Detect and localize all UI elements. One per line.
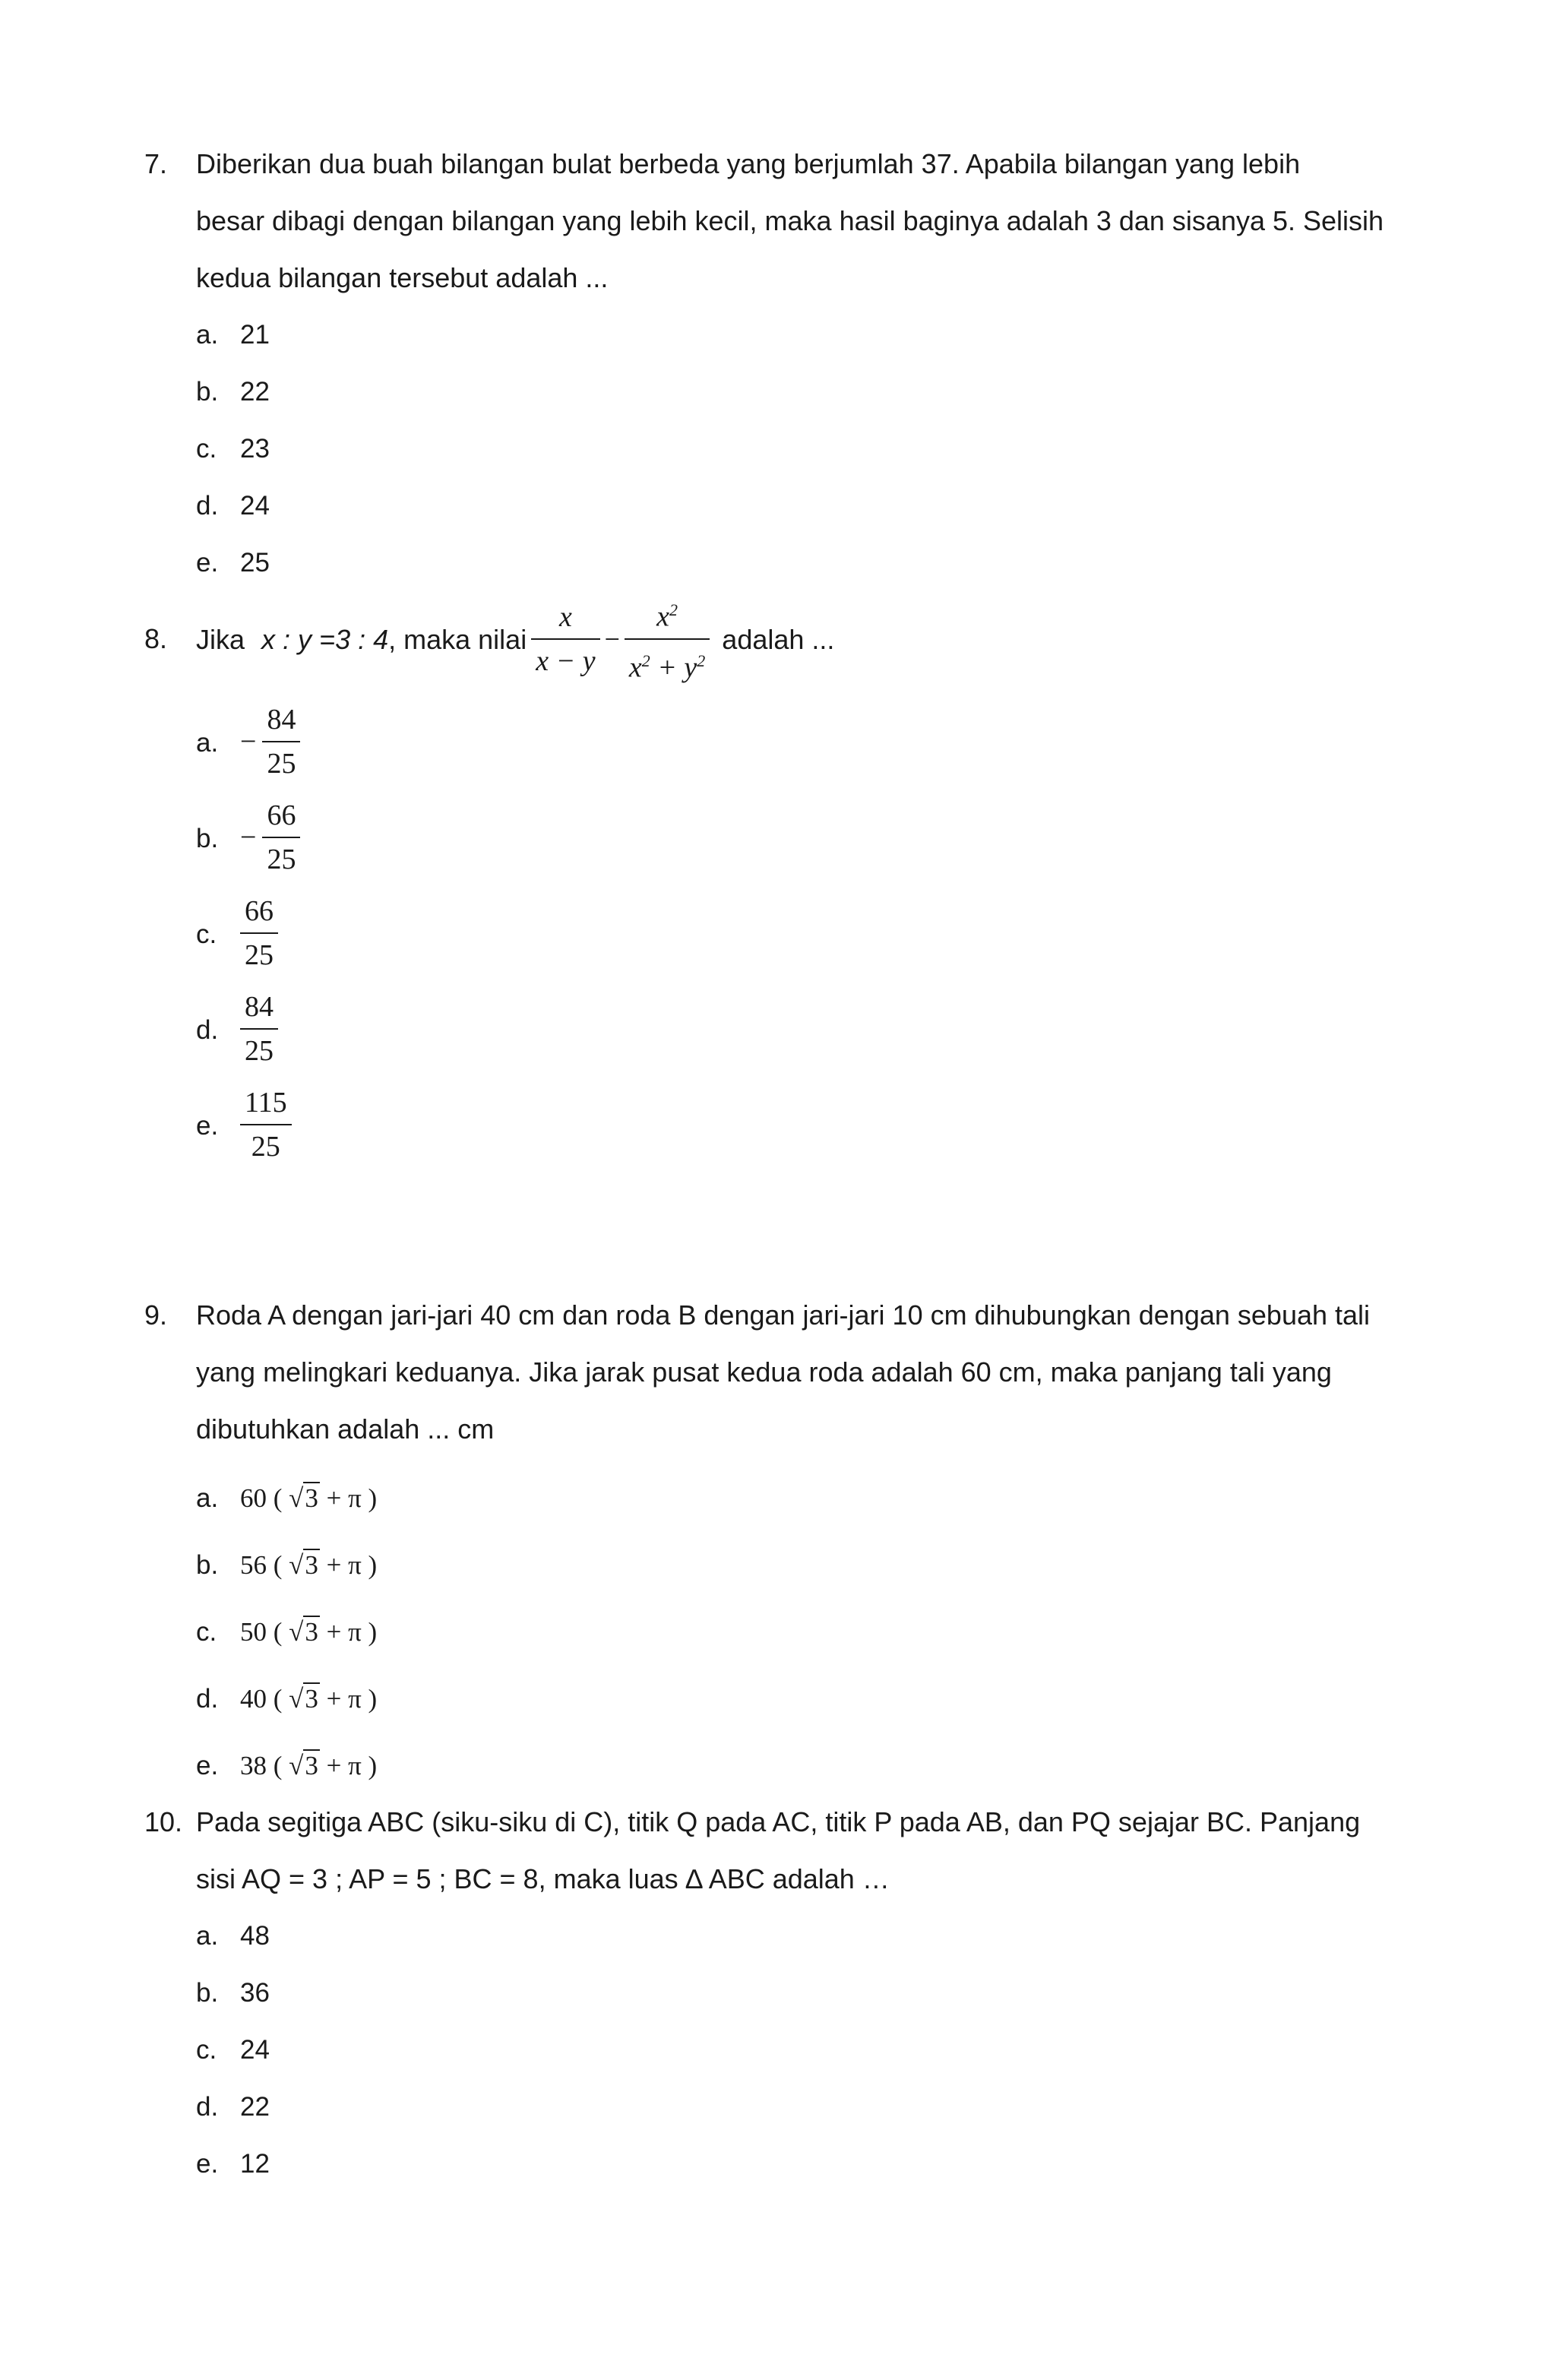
option-letter: e. xyxy=(196,1751,219,1780)
option-value: 23 xyxy=(240,434,270,464)
option-value: 50 ( √3 + π ) xyxy=(240,1617,378,1647)
question-line: Diberikan dua buah bilangan bulat berbeda yang berjumlah 37. Apabila bilangan yang lebih xyxy=(196,148,1301,179)
question-line: Pada segitiga ABC (siku-siku di C), titik Q pada AC, titik P pada AB, dan PQ sejajar BC. Panjang xyxy=(196,1806,1361,1837)
option-letter: d. xyxy=(196,1015,219,1045)
question-line: dibutuhkan adalah ... cm xyxy=(196,1413,495,1445)
option-value: 21 xyxy=(240,320,270,350)
fraction-denominator: $x^2 + y^2$ xyxy=(628,651,706,684)
option-value: 24 xyxy=(240,2035,270,2065)
option-value: 22 xyxy=(240,2092,270,2122)
option-letter: a. xyxy=(196,1483,219,1513)
option-letter: e. xyxy=(196,548,219,578)
option-fraction: $\frac{66}{25}$ xyxy=(262,796,300,879)
option-letter: c. xyxy=(196,2035,217,2065)
option-value: 40 ( √3 + π ) xyxy=(240,1684,378,1714)
option-value: 60 ( √3 + π ) xyxy=(240,1483,378,1513)
option-letter: d. xyxy=(196,491,219,521)
question-mid: , maka nilai xyxy=(388,623,527,655)
option-fraction: $\frac{115}{25}$ xyxy=(240,1083,292,1166)
fraction-numerator: x xyxy=(558,601,572,633)
fraction-denominator: x − y xyxy=(536,645,596,677)
option-value: 38 ( √3 + π ) xyxy=(240,1751,378,1780)
option-fraction: $\frac{84}{25}$ xyxy=(240,987,278,1071)
option-letter: e. xyxy=(196,1111,219,1141)
option-value: 12 xyxy=(240,2149,270,2179)
question-text xyxy=(196,1287,1442,1457)
question-number: 7. xyxy=(144,148,168,179)
fraction-x-over-x-minus-y xyxy=(531,597,599,681)
fraction-x2-over-x2-plus-y2 xyxy=(625,590,710,687)
option-value: 22 xyxy=(240,377,270,407)
option-letter: b. xyxy=(196,1550,219,1580)
question-line: kedua bilangan tersebut adalah ... xyxy=(196,262,609,293)
question-line: Roda A dengan jari-jari 40 cm dan roda B dengan jari-jari 10 cm dihubungkan dengan sebuah tali xyxy=(196,1299,1371,1331)
option-value: 24 xyxy=(240,491,270,521)
question-line: yang melingkari keduanya. Jika jarak pusat kedua roda adalah 60 cm, maka panjang tali yang xyxy=(196,1356,1332,1388)
option-letter: d. xyxy=(196,1684,219,1714)
question-line: sisi AQ = 3 ; AP = 5 ; BC = 8, maka luas ∆ ABC adalah … xyxy=(196,1863,890,1894)
question-text xyxy=(196,597,1442,682)
question-prefix: Jika xyxy=(196,623,245,655)
fraction-numerator: $x^2$ xyxy=(656,600,678,633)
option-sign: − xyxy=(240,726,257,758)
option-value: 25 xyxy=(240,548,270,578)
option-letter: c. xyxy=(196,434,217,464)
option-letter: c. xyxy=(196,919,217,949)
option-letter: b. xyxy=(196,1978,219,2008)
question-line: besar dibagi dengan bilangan yang lebih kecil, maka hasil baginya adalah 3 dan sisanya 5. Selisih xyxy=(196,205,1384,236)
option-fraction: $\frac{84}{25}$ xyxy=(262,700,300,783)
minus-sign: − xyxy=(604,623,620,654)
option-letter: e. xyxy=(196,2149,219,2179)
option-fraction: $\frac{66}{25}$ xyxy=(240,891,278,975)
question-text xyxy=(196,1793,1442,1907)
option-value: 36 xyxy=(240,1978,270,2008)
option-letter: b. xyxy=(196,824,219,853)
question-number: 9. xyxy=(144,1299,168,1331)
option-letter: a. xyxy=(196,320,219,350)
ratio-expression: x : y =3 : 4 xyxy=(261,623,389,655)
option-value: 56 ( √3 + π ) xyxy=(240,1550,378,1580)
option-letter: a. xyxy=(196,1921,219,1951)
option-letter: a. xyxy=(196,728,219,758)
option-value: 48 xyxy=(240,1921,270,1951)
question-number: 10. xyxy=(144,1806,183,1837)
question-number: 8. xyxy=(144,623,168,654)
question-suffix: adalah ... xyxy=(722,623,835,655)
option-letter: c. xyxy=(196,1617,217,1647)
option-letter: b. xyxy=(196,377,219,407)
question-text xyxy=(196,135,1442,306)
option-sign: − xyxy=(240,821,257,853)
option-letter: d. xyxy=(196,2092,219,2122)
